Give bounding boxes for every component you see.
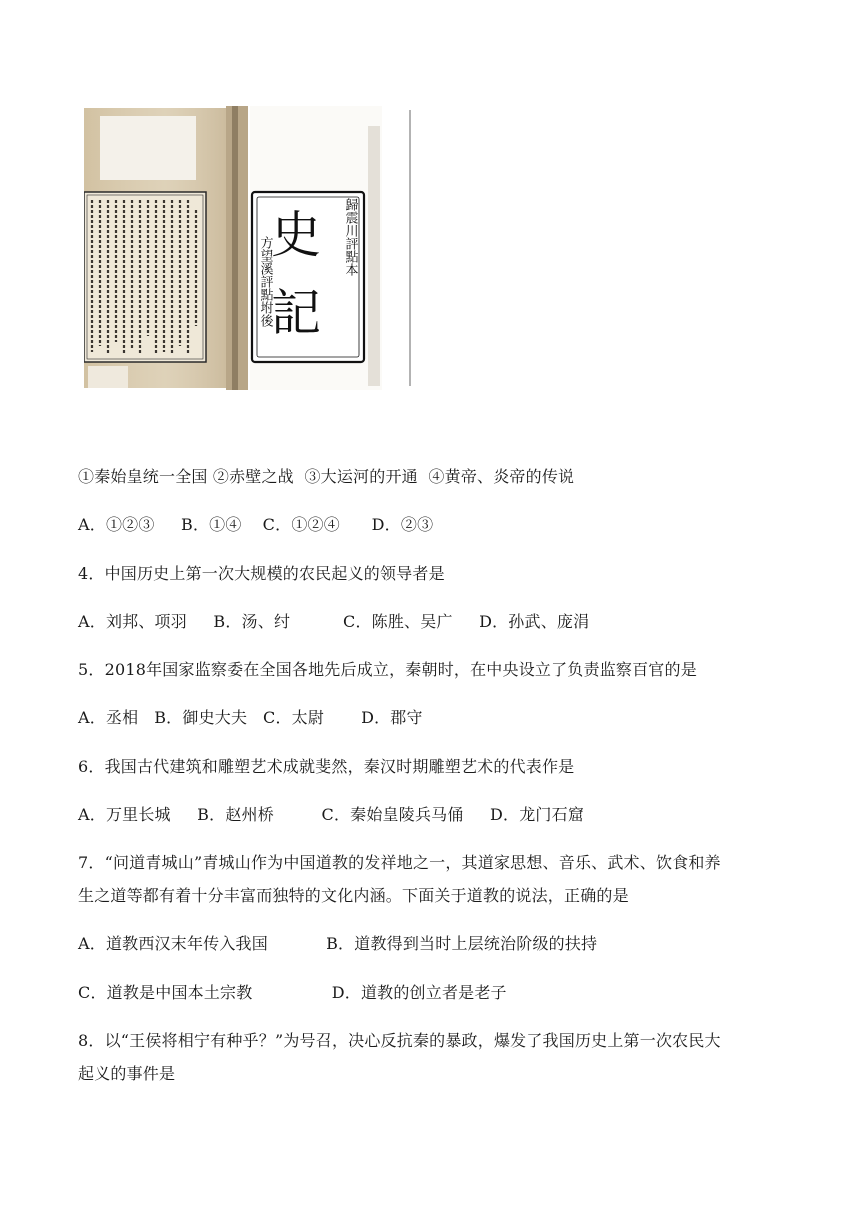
- q7-stem-line2: 生之道等都有着十分丰富而独特的文化内涵。下面关于道教的说法，正确的是: [78, 886, 629, 905]
- q7-options-line2: C．道教是中国本土宗教 D．道教的创立者是老子: [78, 983, 507, 1002]
- svg-text:史: 史: [271, 206, 321, 264]
- q5-stem: 5．2018年国家监察委在全国各地先后成立，秦朝时，在中央设立了负责监察百官的是: [78, 660, 697, 679]
- q4-options: A．刘邦、项羽 B．汤、纣 C．陈胜、吴广 D．孙武、庞涓: [78, 612, 590, 631]
- q7-options-line1: A．道教西汉末年传入我国 B．道教得到当时上层统治阶级的扶持: [78, 934, 598, 953]
- q5-options: A．丞相 B．御史大夫 C．太尉 D．郡守: [78, 708, 423, 727]
- q3-items: ①秦始皇统一全国 ②赤壁之战 ③大运河的开通 ④黄帝、炎帝的传说: [78, 467, 575, 486]
- q8-stem-line2: 起义的事件是: [78, 1064, 176, 1083]
- q3-options: A．①②③ B．①④ C．①②④ D．②③: [78, 515, 434, 534]
- svg-text:歸震川評點本: 歸震川評點本: [342, 198, 358, 276]
- shiji-book-image: [84, 106, 414, 392]
- q8-stem-line1: 8．以“王侯将相宁有种乎？”为号召，决心反抗秦的暴政，爆发了我国历史上第一次农民大: [78, 1031, 721, 1050]
- q6-options: A．万里长城 B．赵州桥 C．秦始皇陵兵马俑 D．龙门石窟: [78, 805, 585, 824]
- q7-stem-line1: 7．“问道青城山”青城山作为中国道教的发祥地之一，其道家思想、音乐、武术、饮食和养: [78, 853, 721, 872]
- q4-stem: 4．中国历史上第一次大规模的农民起义的领导者是: [78, 564, 445, 583]
- q6-stem: 6．我国古代建筑和雕塑艺术成就斐然，秦汉时期雕塑艺术的代表作是: [78, 757, 575, 776]
- svg-text:記: 記: [271, 284, 321, 342]
- svg-text:方望溪評點坿後: 方望溪評點坿後: [257, 236, 273, 327]
